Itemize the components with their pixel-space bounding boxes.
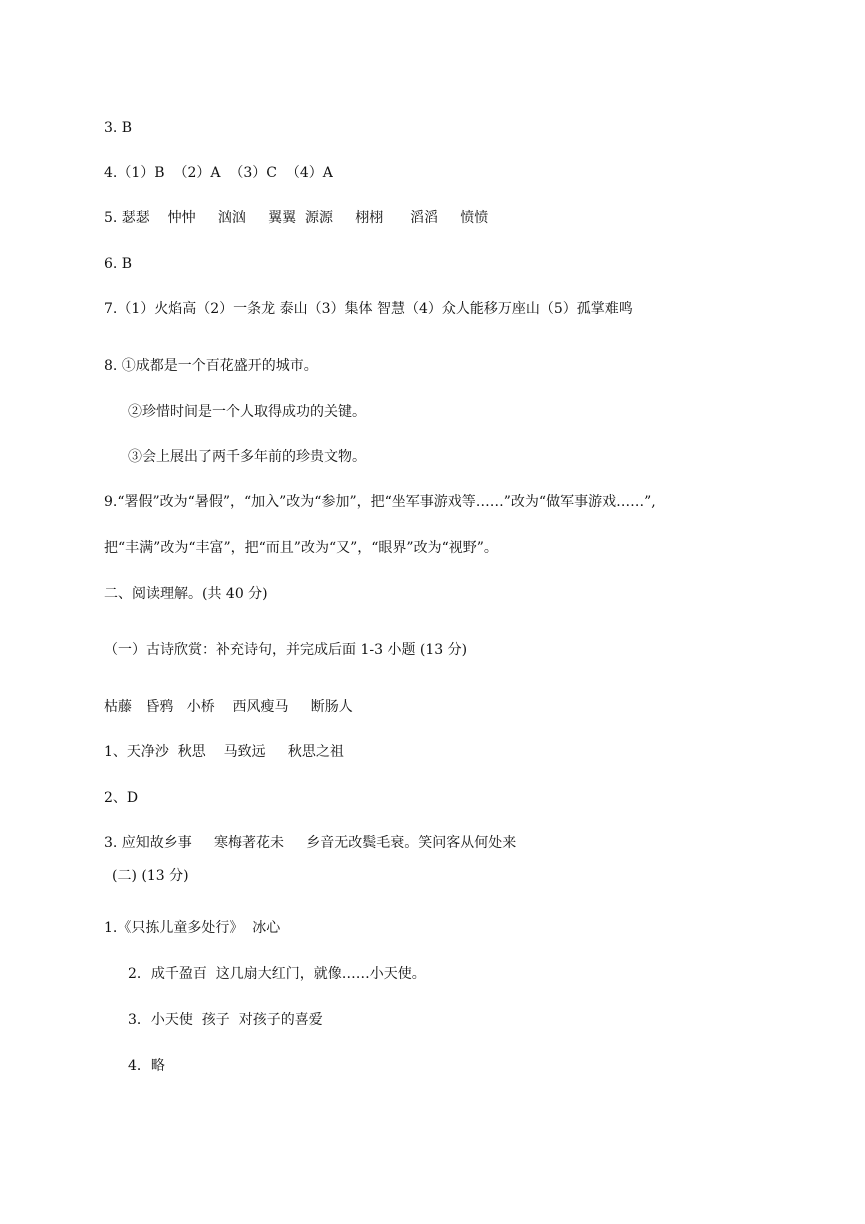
answer-line: 4.（1）B （2）A （3）C （4）A <box>104 165 333 181</box>
answer-line: 9.“署假”改为“暑假”，“加入”改为“参加”，把“坐军事游戏等……”改为“做军事游戏……”, <box>104 494 656 510</box>
answer-line: 把“丰满”改为“丰富”，把“而且”改为“又”，“眼界”改为“视野”。 <box>104 540 498 556</box>
answer-line: 枯藤 昏鸦 小桥 西风瘦马 断肠人 <box>104 699 353 715</box>
answer-line: ③会上展出了两千多年前的珍贵文物。 <box>128 449 366 465</box>
answer-line: 5. 瑟瑟 忡忡 汹汹 翼翼 源源 栩栩 滔滔 愤愤 <box>104 210 489 226</box>
answer-line: ②珍惜时间是一个人取得成功的关键。 <box>128 404 366 420</box>
answer-line: 4．略 <box>128 1058 165 1074</box>
answer-line: 2、D <box>104 790 139 806</box>
answer-line: 3．小天使 孩子 对孩子的喜爱 <box>128 1012 323 1028</box>
answer-line: 7.（1）火焰高（2）一条龙 泰山（3）集体 智慧（4）众人能移万座山（5）孤掌难鸣 <box>104 301 633 317</box>
subsection-heading: (二) (13 分) <box>112 868 189 884</box>
section-heading: 二、阅读理解。(共 40 分) <box>104 586 268 602</box>
answer-line: 3. 应知故乡事 寒梅著花未 乡音无改鬓毛衰。笑问客从何处来 <box>104 835 517 851</box>
answer-line: 8. ①成都是一个百花盛开的城市。 <box>104 358 318 374</box>
subsection-heading: （一）古诗欣赏：补充诗句，并完成后面 1-3 小题 (13 分) <box>104 642 468 658</box>
answer-line: 2．成千盈百 这几扇大红门，就像……小天使。 <box>128 966 426 982</box>
answer-line: 1、天净沙 秋思 马致远 秋思之祖 <box>104 744 344 760</box>
answer-line: 1.《只拣儿童多处行》 冰心 <box>104 920 281 936</box>
answer-line: 3. B <box>104 120 133 136</box>
answer-line: 6. B <box>104 256 133 272</box>
